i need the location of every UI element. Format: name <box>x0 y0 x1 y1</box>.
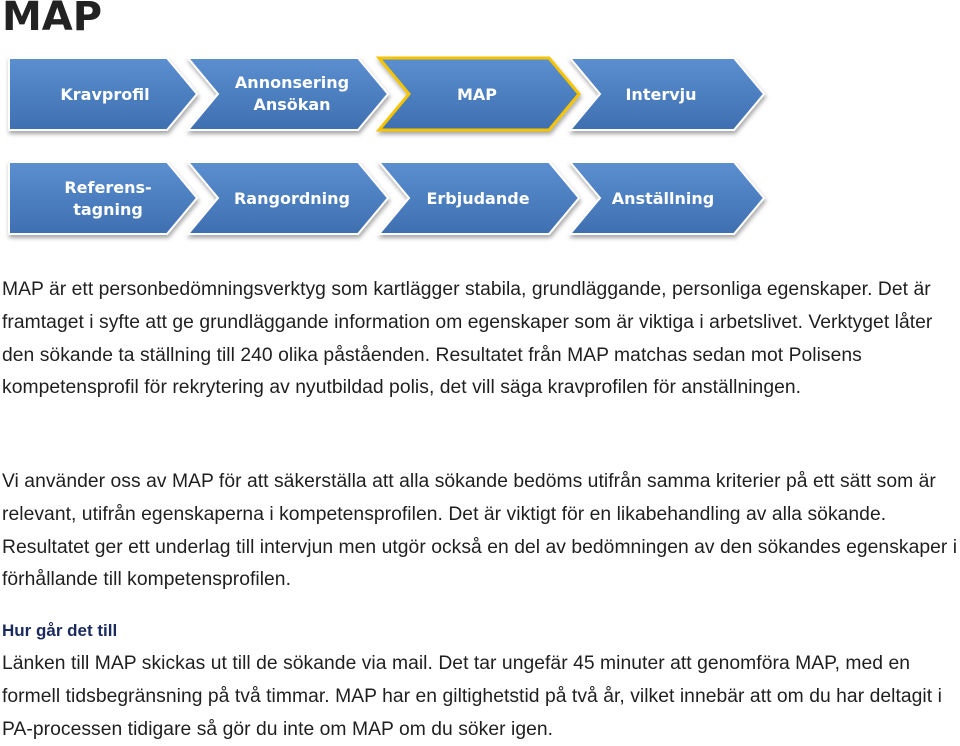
step-label: Erbjudande <box>426 189 530 208</box>
step-label: Anställning <box>611 189 715 208</box>
step-anstallning <box>570 162 764 234</box>
step-label: Rangordning <box>233 189 351 208</box>
step-label: Annonsering <box>234 73 350 92</box>
usage-paragraph: Vi använder oss av MAP för att säkerställa att alla sökande bedöms utifrån samma kriterier på ett sätt som är relevant, utifrån egenskaperna i kompetensprofilen. Det är viktigt för en likabehandling av alla sökande. Resultatet ger ett underlag till intervjun men utgör också en del av bedömningen av den sökandes egenskaper i förhållande till kompetensprofilen. <box>2 471 958 591</box>
step-label: Intervju <box>625 85 697 104</box>
step-rangordning <box>188 162 388 234</box>
step-label: tagning <box>73 200 143 219</box>
process-flow-diagram <box>0 50 960 250</box>
intro-paragraph: MAP är ett personbedömningsverktyg som kartlägger stabila, grundläggande, personliga egenskaper. Det är framtaget i syfte att ge grundläggande information om egenskaper som är viktiga i arbetslivet. Verktyget låter den sökande ta ställning till 240 olika påståenden. Resultatet från MAP matchas sedan mot Polisens kompetensprofil för rekrytering av nyutbildad polis, det vill säga kravprofilen för anställningen. <box>2 279 933 399</box>
procedure-paragraph: Länken till MAP skickas ut till de sökande via mail. Det tar ungefär 45 minuter att genomföra MAP, med en formell tidsbegränsning på två timmar. MAP har en giltighetstid på två år, vilket innebär att om du har deltagit i PA-processen tidigare så gör du inte om MAP om du söker igen. <box>2 653 942 740</box>
section-heading: Hur går det till <box>2 621 118 640</box>
step-map-highlighted <box>379 58 579 130</box>
step-label: Referens- <box>64 178 152 197</box>
step-kravprofil <box>9 58 197 130</box>
step-annonsering-ansokan <box>188 58 388 130</box>
step-intervju <box>570 58 764 130</box>
step-label: Ansökan <box>253 95 331 114</box>
step-erbjudande <box>379 162 579 234</box>
page-title: MAP <box>2 0 103 40</box>
step-label: Kravprofil <box>60 85 150 104</box>
step-label: MAP <box>456 85 498 104</box>
step-referenstagning <box>9 162 197 234</box>
